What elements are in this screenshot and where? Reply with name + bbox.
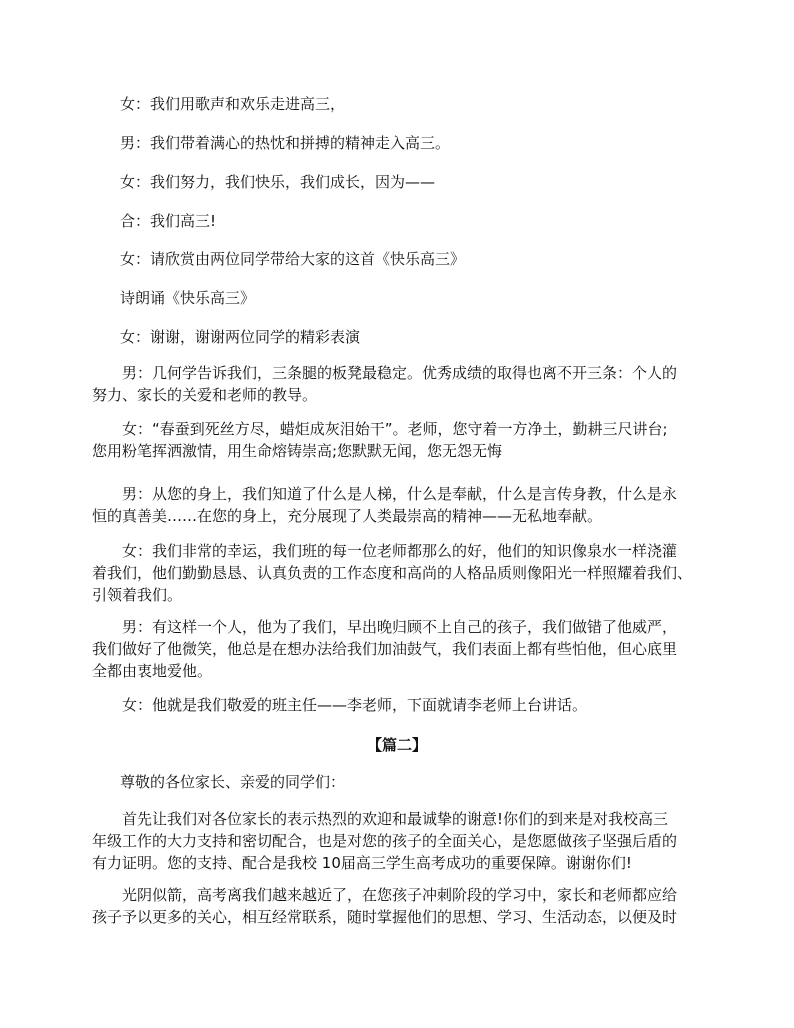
dialogue-line: 女：谢谢，谢谢两位同学的精彩表演 bbox=[120, 328, 361, 346]
paragraph-line: 女：我们非常的幸运，我们班的每一位老师都那么的好，他们的知识像泉水一样浇灌 bbox=[122, 542, 678, 560]
dialogue-paragraph bbox=[92, 694, 712, 716]
dialogue-paragraph bbox=[92, 483, 712, 527]
paragraph-line: 女：“春蚕到死丝方尽，蜡炬成灰泪始干”。老师，您守着一方净土，勤耕三尺讲台; bbox=[122, 420, 668, 438]
paragraph-line: 有力证明。您的支持、配合是我校 10届高三学生高考成功的重要保障。谢谢你们! bbox=[92, 854, 632, 872]
salutation: 尊敬的各位家长、亲爱的同学们： bbox=[120, 773, 346, 791]
paragraph-line: 您用粉笔挥洒激情，用生命熔铸崇高;您默默无闻，您无怨无悔 bbox=[92, 442, 503, 460]
paragraph-line: 男：几何学告诉我们，三条腿的板凳最稳定。优秀成绩的取得也离不开三条：个人的 bbox=[122, 364, 678, 382]
speech-paragraph bbox=[92, 884, 712, 928]
dialogue-paragraph bbox=[92, 616, 712, 682]
paragraph-line: 着我们，他们勤勤恳恳、认真负责的工作态度和高尚的人格品质则像阳光一样照耀着我们、 bbox=[92, 564, 693, 582]
dialogue-paragraph bbox=[92, 362, 712, 406]
dialogue-line: 男：我们带着满心的热忱和拼搏的精神走入高三。 bbox=[120, 134, 451, 152]
paragraph-line: 男：从您的身上，我们知道了什么是人梯，什么是奉献，什么是言传身教，什么是永 bbox=[122, 485, 678, 503]
speech-paragraph bbox=[92, 808, 712, 874]
paragraph-line: 女：他就是我们敬爱的班主任——李老师，下面就请李老师上台讲话。 bbox=[122, 696, 588, 714]
dialogue-line: 女：请欣赏由两位同学带给大家的这首《快乐高三》 bbox=[120, 250, 466, 268]
dialogue-line: 女：我们用歌声和欢乐走进高三， bbox=[120, 95, 346, 113]
paragraph-line: 恒的真善美……在您的身上，充分展现了人类最崇高的精神——无私地奉献。 bbox=[92, 507, 603, 525]
paragraph-line: 孩子予以更多的关心，相互经常联系，随时掌握他们的思想、学习、生活动态，以便及时 bbox=[92, 908, 678, 926]
section-heading: 【篇二】 bbox=[366, 736, 427, 754]
paragraph-line: 全都由衷地爱他。 bbox=[92, 662, 213, 680]
dialogue-line: 女：我们努力，我们快乐，我们成长，因为—— bbox=[120, 173, 436, 191]
paragraph-line: 首先让我们对各位家长的表示热烈的欢迎和最诚挚的谢意!你们的到来是对我校高三 bbox=[122, 810, 669, 828]
dialogue-paragraph bbox=[92, 418, 712, 462]
dialogue-line: 合：我们高三! bbox=[120, 212, 217, 230]
paragraph-line: 引领着我们。 bbox=[92, 586, 183, 604]
paragraph-line: 努力、家长的关爱和老师的教导。 bbox=[92, 386, 318, 404]
paragraph-line: 我们做好了他微笑，他总是在想办法给我们加油鼓气，我们表面上都有些怕他，但心底里 bbox=[92, 640, 678, 658]
program-item: 诗朗诵《快乐高三》 bbox=[120, 289, 256, 307]
dialogue-paragraph bbox=[92, 540, 712, 606]
paragraph-line: 光阴似箭，高考离我们越来越近了，在您孩子冲刺阶段的学习中，家长和老师都应给 bbox=[122, 886, 678, 904]
paragraph-line: 年级工作的大力支持和密切配合，也是对您的孩子的全面关心，是您愿做孩子坚强后盾的 bbox=[92, 832, 678, 850]
paragraph-line: 男：有这样一个人，他为了我们，早出晚归顾不上自己的孩子，我们做错了他威严， bbox=[122, 618, 678, 636]
